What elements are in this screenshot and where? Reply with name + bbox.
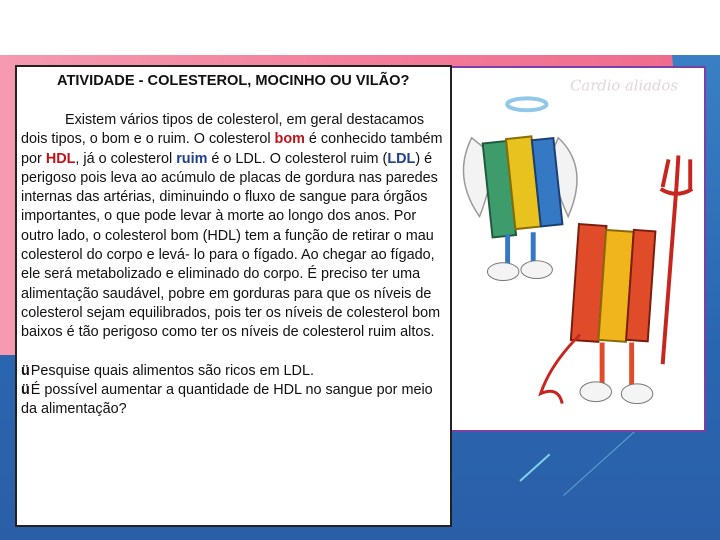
check-icon: ü bbox=[21, 362, 30, 379]
shoe-icon bbox=[487, 263, 519, 281]
task-text: É possível aumentar a quantidade de HDL no sangue por meio da alimentação? bbox=[21, 381, 433, 418]
task-text: Pesquise quais alimentos são ricos em LDL. bbox=[30, 362, 314, 379]
hdl-ldl-cartoon bbox=[452, 68, 704, 430]
paragraph-text: é conhecido também por bbox=[21, 131, 443, 167]
highlight-ruim: ruim bbox=[176, 150, 208, 167]
shoe-icon bbox=[580, 382, 612, 402]
highlight-ldl: LDL bbox=[387, 150, 416, 167]
pitchfork-icon bbox=[663, 187, 677, 364]
paragraph-text: ) é perigoso pois leva ao acúmulo de placas de gordura nas paredes internas das artérias, diminuindo o fluxo de sangue para órgãos importantes, o que pode levar à morte ao longo dos anos. Por outro lado, o colesterol bom (HDL) tem a função de retirar o mau colesterol do corpo e levá- lo para o fígado. Ao chegar ao fígado, ele será metabolizado e eliminado do corpo. É preciso ter uma alimentação saudável, pobre em gorduras para que os níveis de colesterol sejam equilibrados, pois ter os níveis de colesterol bom baixos é tão perigoso como ter os níveis de colesterol ruim altos. bbox=[21, 150, 441, 341]
check-icon: ü bbox=[21, 381, 30, 398]
corner-text: Cardio aliados bbox=[570, 77, 678, 95]
paragraph-text: é o LDL. O colesterol ruim ( bbox=[207, 150, 388, 167]
paragraph-text: Existem vários tipos de colesterol, em geral destacamos dois tipos, o bom e o ruim. O colesterol bbox=[21, 112, 425, 148]
task-list bbox=[21, 362, 444, 420]
activity-text-box bbox=[15, 65, 452, 527]
halo-icon bbox=[507, 98, 546, 110]
paragraph-text: , já o colesterol bbox=[75, 150, 177, 167]
devil-tail-icon bbox=[541, 335, 580, 404]
shoe-icon bbox=[521, 261, 553, 279]
activity-title: ATIVIDADE - COLESTEROL, MOCINHO OU VILÃO? bbox=[57, 73, 410, 89]
task-item bbox=[21, 362, 444, 381]
highlight-hdl: HDL bbox=[45, 150, 76, 167]
activity-paragraph bbox=[21, 111, 444, 343]
task-item bbox=[21, 381, 444, 420]
highlight-bom: bom bbox=[274, 131, 305, 148]
hdl-ldl-illustration bbox=[450, 66, 706, 432]
shoe-icon bbox=[621, 384, 653, 404]
